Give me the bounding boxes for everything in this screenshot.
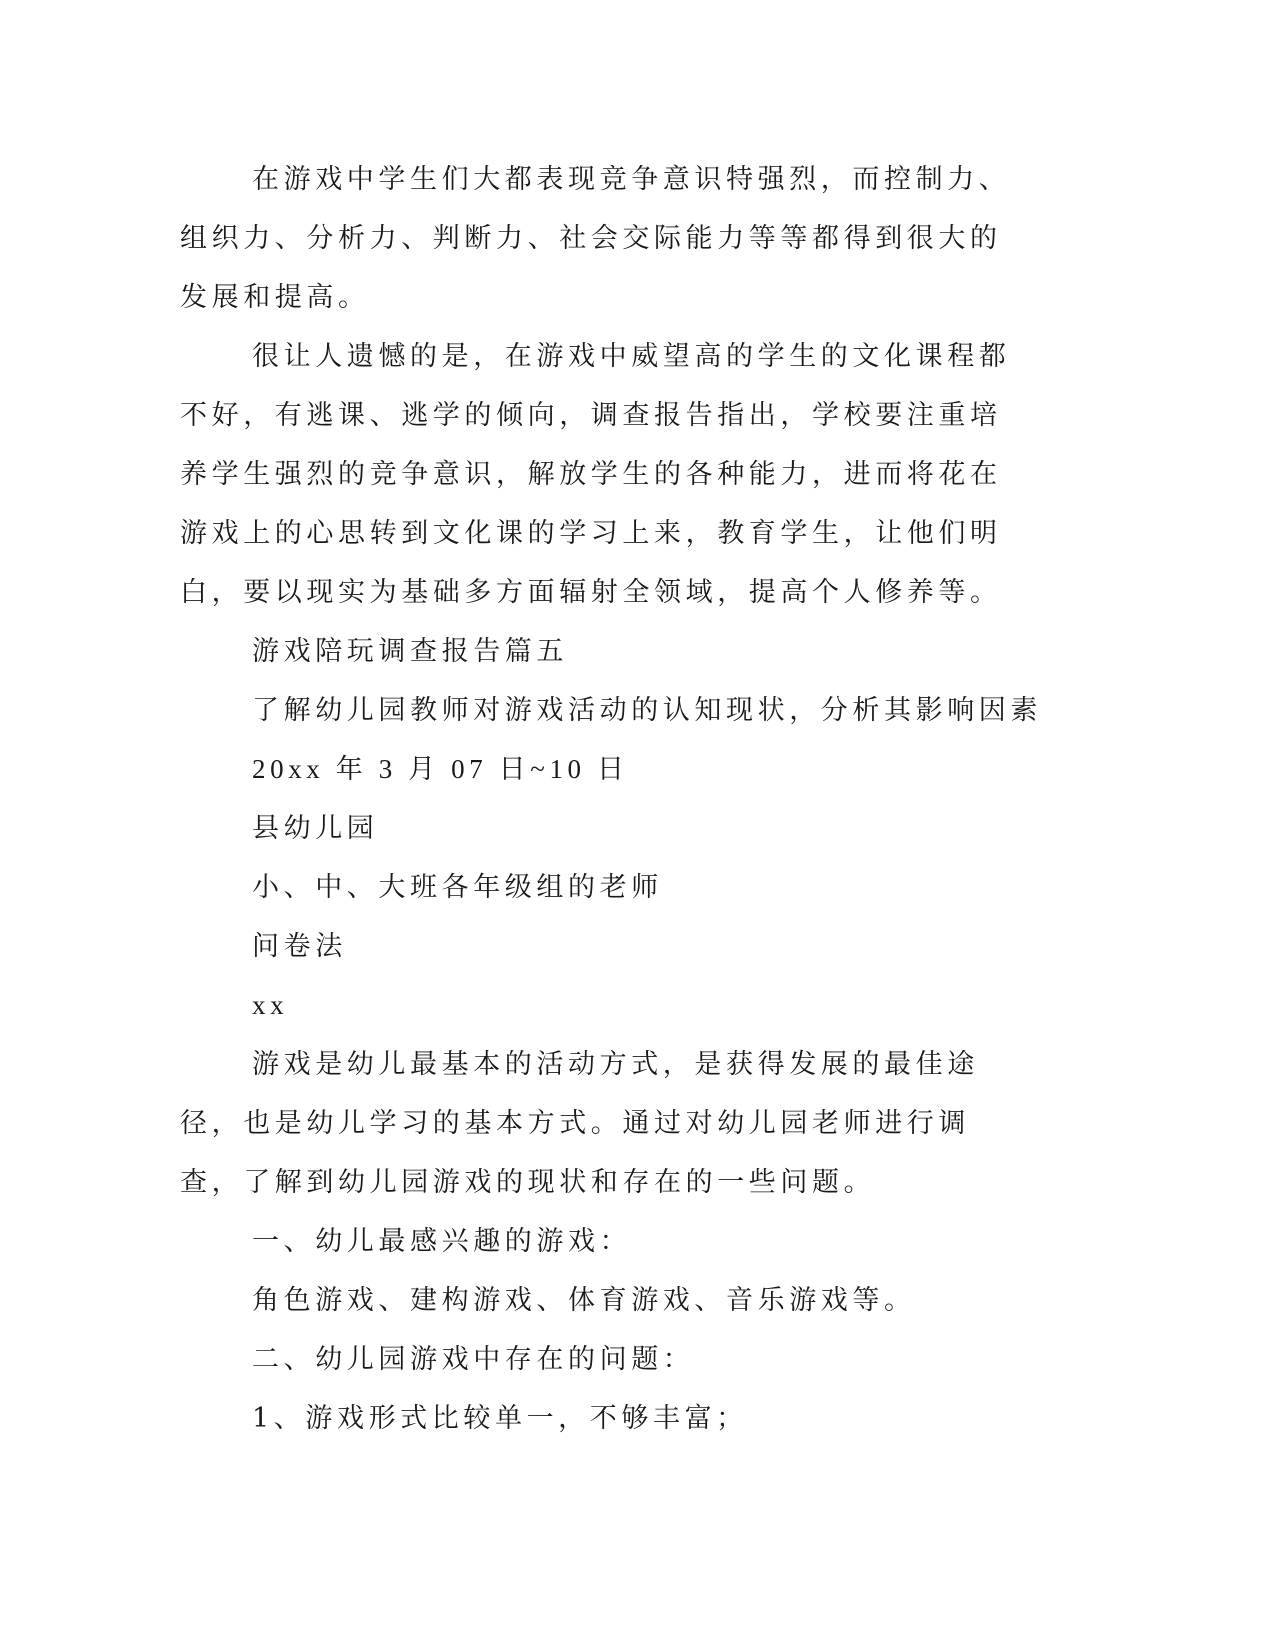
survey-subjects: 小、中、大班各年级组的老师: [252, 872, 663, 903]
body-paragraph-2: 很让人遗憾的是，在游戏中威望高的学生的文化课程都不好，有逃课、逃学的倾向，调查报告指出，学校要注重培养学生强烈的竞争意识，解放学生的各种能力，进而将花在游戏上的心思转到文化课的学习上来，教育学生，让他们明白，要以现实为基础多方面辐射全领域，提高个人修养等。: [180, 341, 1011, 608]
survey-method: 问卷法: [252, 931, 347, 962]
survey-purpose: 了解幼儿园教师对游戏活动的认知现状，分析其影响因素: [252, 695, 1042, 726]
games-list: 角色游戏、建构游戏、体育游戏、音乐游戏等。: [252, 1285, 916, 1316]
section-title: 游戏陪玩调查报告篇五: [252, 636, 568, 667]
body-paragraph-1: 在游戏中学生们大都表现竞争意识特强烈，而控制力、组织力、分析力、判断力、社会交际能力等等都得到很大的发展和提高。: [180, 164, 1011, 313]
document-page: [180, 150, 1042, 1448]
survey-location: 县幼儿园: [252, 813, 379, 844]
intro-paragraph: 游戏是幼儿最基本的活动方式，是获得发展的最佳途径，也是幼儿学习的基本方式。通过对幼儿园老师进行调查，了解到幼儿园游戏的现状和存在的一些问题。: [180, 1049, 979, 1198]
heading-one: 一、幼儿最感兴趣的游戏：: [252, 1226, 632, 1257]
problem-one: 1、游戏形式比较单一，不够丰富；: [252, 1403, 748, 1434]
heading-two: 二、幼儿园游戏中存在的问题：: [252, 1344, 695, 1375]
survey-date: 20xx 年 3 月 07 日~10 日: [252, 754, 629, 784]
survey-placeholder: xx: [252, 990, 289, 1020]
